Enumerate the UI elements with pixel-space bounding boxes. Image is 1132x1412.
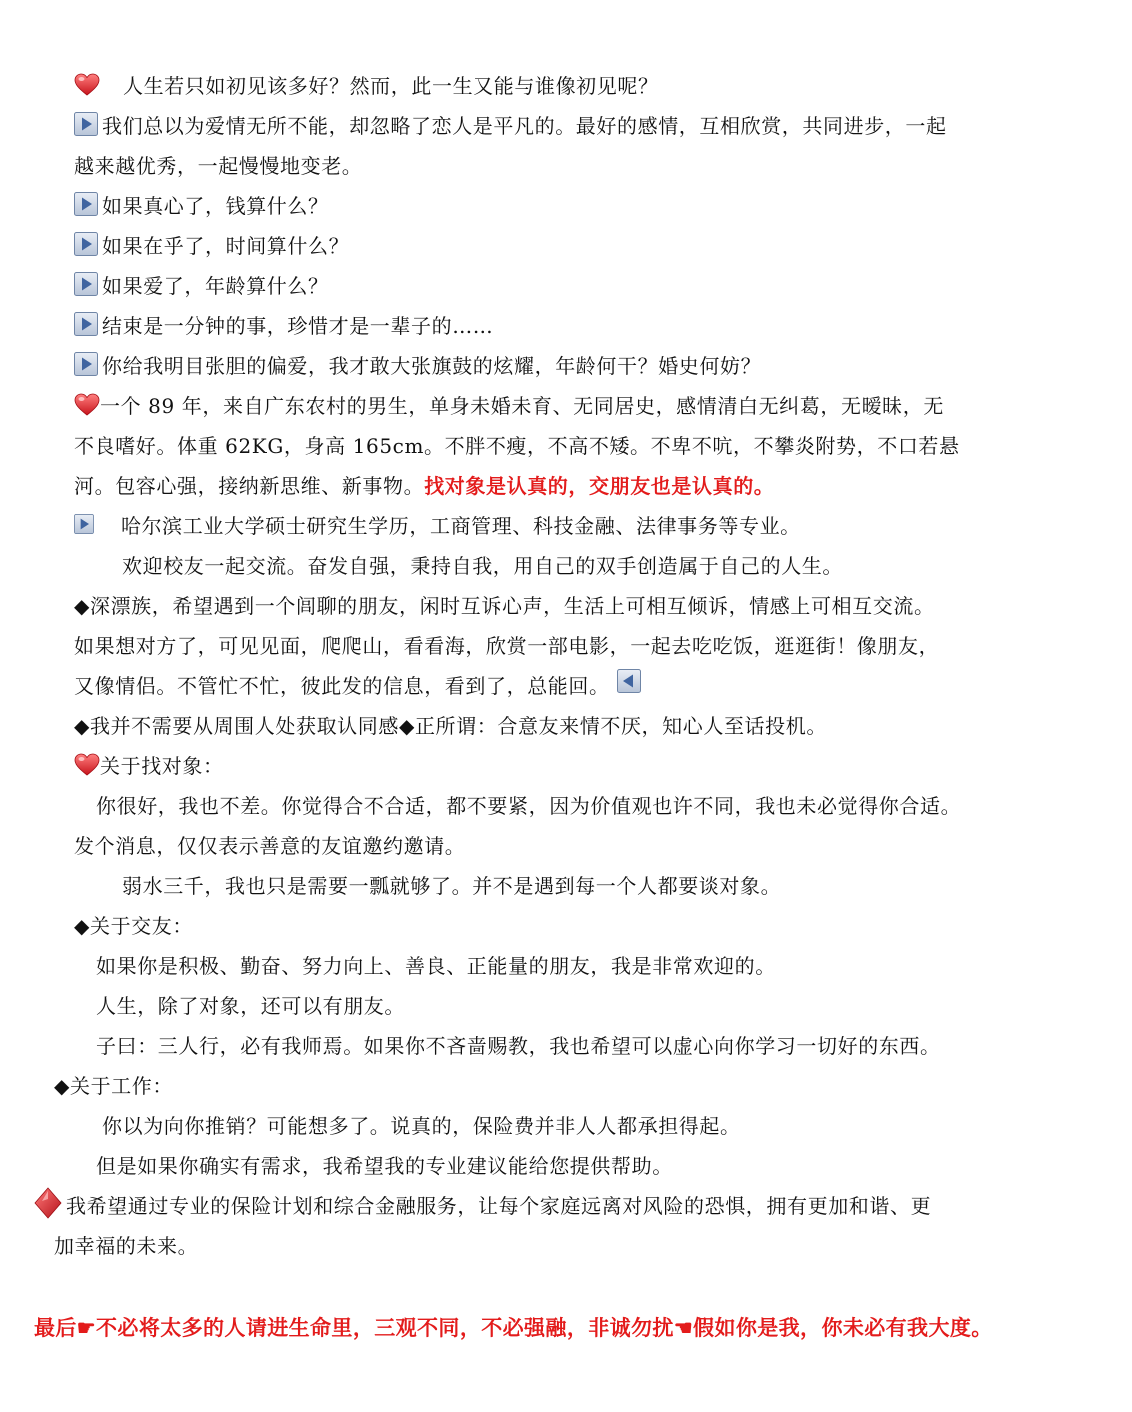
text-line-28: 但是如果你确实有需求，我希望我的专业建议能给您提供帮助。: [96, 1154, 673, 1178]
heart-icon: [74, 753, 100, 777]
closing-statement: 最后☛不必将太多的人请进生命里，三观不同，不必强融，非诚勿扰☚假如你是我，你未必有我大度。: [34, 1315, 993, 1340]
play-icon: [74, 352, 98, 376]
play-icon: [74, 514, 94, 534]
highlight-text: 找对象是认真的，交朋友也是认真的。: [424, 474, 775, 498]
text-line-25: 子曰：三人行，必有我师焉。如果你不吝啬赐教，我也希望可以虚心向你学习一切好的东西。: [96, 1034, 941, 1058]
play-icon: [74, 232, 98, 256]
text-line-21: 弱水三千，我也只是需要一瓢就够了。并不是遇到每一个人都要谈对象。: [122, 874, 782, 898]
text-line-23: 如果你是积极、勤奋、努力向上、善良、正能量的朋友，我是非常欢迎的。: [96, 954, 776, 978]
text-line-6: 如果爱了，年龄算什么？: [74, 266, 329, 306]
text-line-29: 我希望通过专业的保险计划和综合金融服务，让每个家庭远离对风险的恐惧，拥有更加和谐、更: [34, 1186, 931, 1226]
back-icon: [617, 669, 641, 693]
text-line-15: 如果想对方了，可见见面，爬爬山，看看海，欣赏一部电影，一起去吃吃饭，逛逛街！像朋友，: [74, 634, 940, 658]
text-line-22: ◆关于交友：: [74, 914, 193, 938]
text-line-2: 我们总以为爱情无所不能，却忽略了恋人是平凡的。最好的感情，互相欣赏，共同进步，一起: [74, 106, 947, 146]
text-line-19: 你很好，我也不差。你觉得合不合适，都不要紧，因为价值观也许不同，我也未必觉得你合适。: [96, 794, 962, 818]
text-line-3: 越来越优秀，一起慢慢地变老。: [74, 154, 363, 178]
text-line-27: 你以为向你推销？可能想多了。说真的，保险费并非人人都承担得起。: [102, 1114, 741, 1138]
text-line-4: 如果真心了，钱算什么？: [74, 186, 329, 226]
heart-icon: [74, 393, 100, 417]
text-line-18: 关于找对象：: [74, 746, 224, 786]
text-line-17: ◆我并不需要从周围人处获取认同感◆正所谓：合意友来情不厌，知心人至话投机。: [74, 714, 827, 738]
text-line-20: 发个消息，仅仅表示善意的友谊邀约邀请。: [74, 834, 466, 858]
text-line-26: ◆关于工作：: [54, 1074, 173, 1098]
text-line-5: 如果在乎了，时间算什么？: [74, 226, 349, 266]
text-line-13: 欢迎校友一起交流。奋发自强，秉持自我，用自己的双手创造属于自己的人生。: [122, 554, 843, 578]
play-icon: [74, 312, 98, 336]
play-icon: [74, 112, 98, 136]
text-line-14: ◆深漂族，希望遇到一个闾聊的朋友，闲时互诉心声，生活上可相互倾诉，情感上可相互交流。: [74, 594, 935, 618]
text-line-16: 又像情侣。不管忙不忙，彼此发的信息，看到了，总能回。: [74, 666, 645, 706]
play-icon: [74, 192, 98, 216]
heart-icon: [74, 73, 100, 97]
text-line-1: 人生若只如初见该多好？然而，此一生又能与谁像初见呢？: [74, 66, 659, 106]
play-icon: [74, 272, 98, 296]
text-line-9: 一个 89 年，来自广东农村的男生，单身未婚未育、无同居史，感情清白无纠葛，无暧昧，无: [74, 386, 944, 426]
text-line-11: 河。包容心强，接纳新思维、新事物。找对象是认真的，交朋友也是认真的。: [74, 474, 775, 498]
text-line-8: 你给我明目张胆的偏爱，我才敢大张旗鼓的炫耀，年龄何干？婚史何妨？: [74, 346, 761, 386]
text-line-24: 人生，除了对象，还可以有朋友。: [96, 994, 405, 1018]
diamond-icon: [34, 1187, 62, 1219]
text-line-10: 不良嗜好。体重 62KG，身高 165cm。不胖不瘦，不高不矮。不卑不吭，不攀炎附势，不口若悬: [74, 434, 960, 458]
text-line-7: 结束是一分钟的事，珍惜才是一辈子的……: [74, 306, 493, 346]
text-line-30: 加幸福的未来。: [54, 1234, 199, 1258]
text-line-12: 哈尔滨工业大学硕士研究生学历，工商管理、科技金融、法律事务等专业。: [74, 506, 801, 546]
